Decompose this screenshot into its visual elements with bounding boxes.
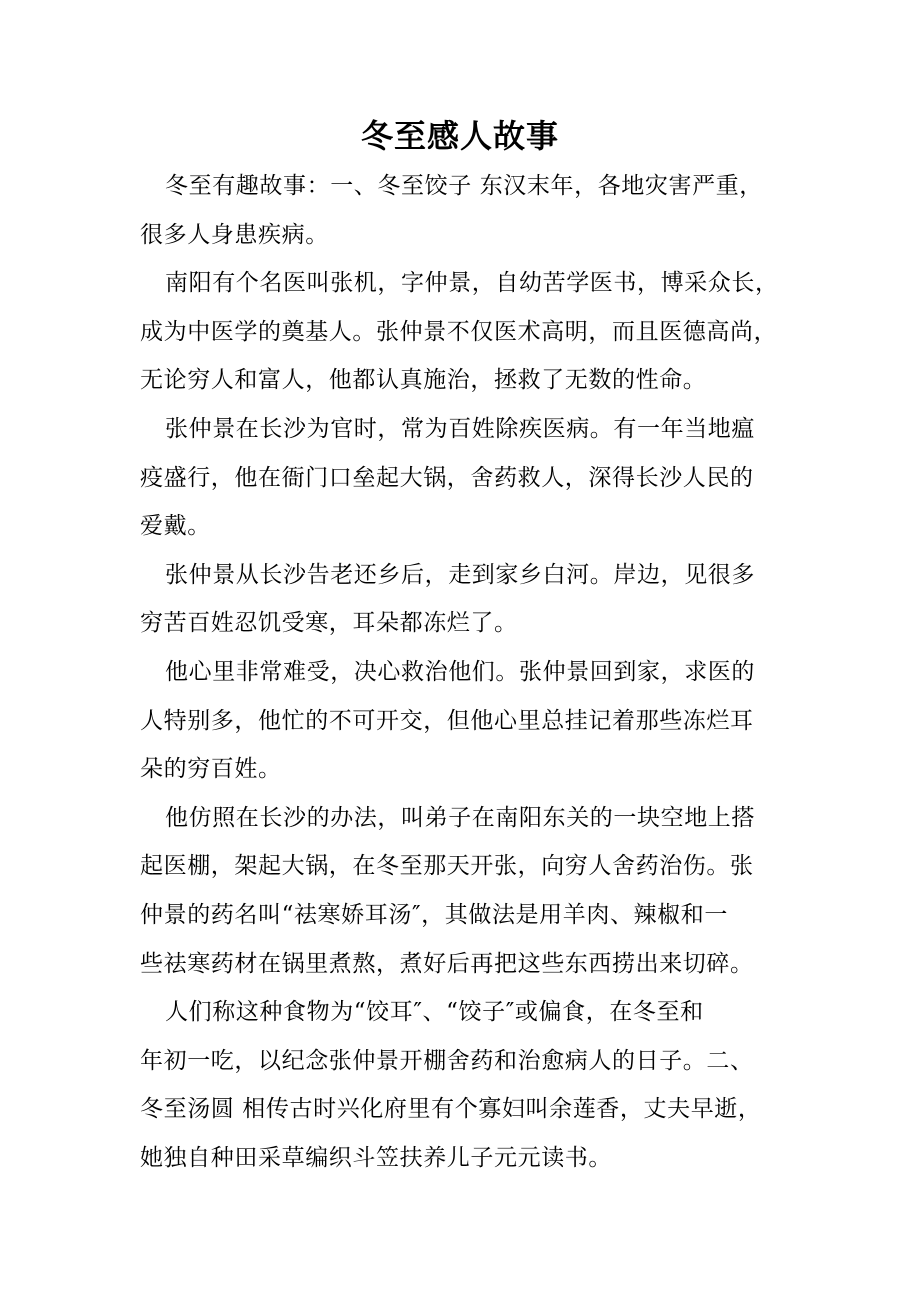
document-title: 冬至感人故事 xyxy=(360,117,559,155)
text-line: 仲景的药名叫“祛寒娇耳汤″，其做法是用羊肉、辣椒和一 xyxy=(140,901,728,928)
text-line: 年初一吃，以纪念张仲景开棚舍药和治愈病人的日子。二、 xyxy=(140,1047,754,1074)
text-line: 人们称这种食物为“饺耳″、“饺子″或偏食，在冬至和 xyxy=(165,999,704,1026)
text-line: 疫盛行，他在衙门口垒起大锅，舍药救人，深得长沙人民的 xyxy=(140,464,754,491)
text-line: 张仲景在长沙为官时，常为百姓除疾医病。有一年当地瘟 xyxy=(165,415,755,442)
text-line: 些祛寒药材在锅里煮熬，煮好后再把这些东西捞出来切碎。 xyxy=(140,950,754,977)
text-line: 人特别多，他忙的不可开交，但他心里总挂记着那些冻烂耳 xyxy=(140,707,754,734)
text-line: 很多人身患疾病。 xyxy=(140,221,329,248)
text-line: 无论穷人和富人，他都认真施治，拯救了无数的性命。 xyxy=(140,367,707,394)
text-line: 穷苦百姓忍饥受寒，耳朵都冻烂了。 xyxy=(140,610,518,637)
text-line: 冬至汤圆 相传古时兴化府里有个寡妇叫余莲香，丈夫早逝， xyxy=(140,1096,762,1123)
text-line: 他仿照在长沙的办法，叫弟子在南阳东关的一块空地上搭 xyxy=(165,804,755,831)
text-line: 冬至有趣故事：一、冬至饺子 东汉末年，各地灾害严重， xyxy=(165,173,763,199)
text-line: 他心里非常难受，决心救治他们。张仲景回到家，求医的 xyxy=(165,658,755,685)
text-line: 起医棚，架起大锅，在冬至那天开张，向穷人舍药治伤。张 xyxy=(140,853,754,880)
document-body xyxy=(140,162,800,1182)
text-line: 南阳有个名医叫张机，字仲景，自幼苦学医书，博采众长， xyxy=(165,270,779,297)
text-line: 成为中医学的奠基人。张仲景不仅医术高明，而且医德高尚， xyxy=(140,318,778,345)
text-line: 张仲景从长沙告老还乡后，走到家乡白河。岸边，见很多 xyxy=(165,561,755,588)
text-line: 朵的穷百姓。 xyxy=(140,756,282,783)
text-line: 爱戴。 xyxy=(140,513,211,540)
text-line: 她独自种田采草编织斗笠扶养儿子元元读书。 xyxy=(140,1144,612,1171)
